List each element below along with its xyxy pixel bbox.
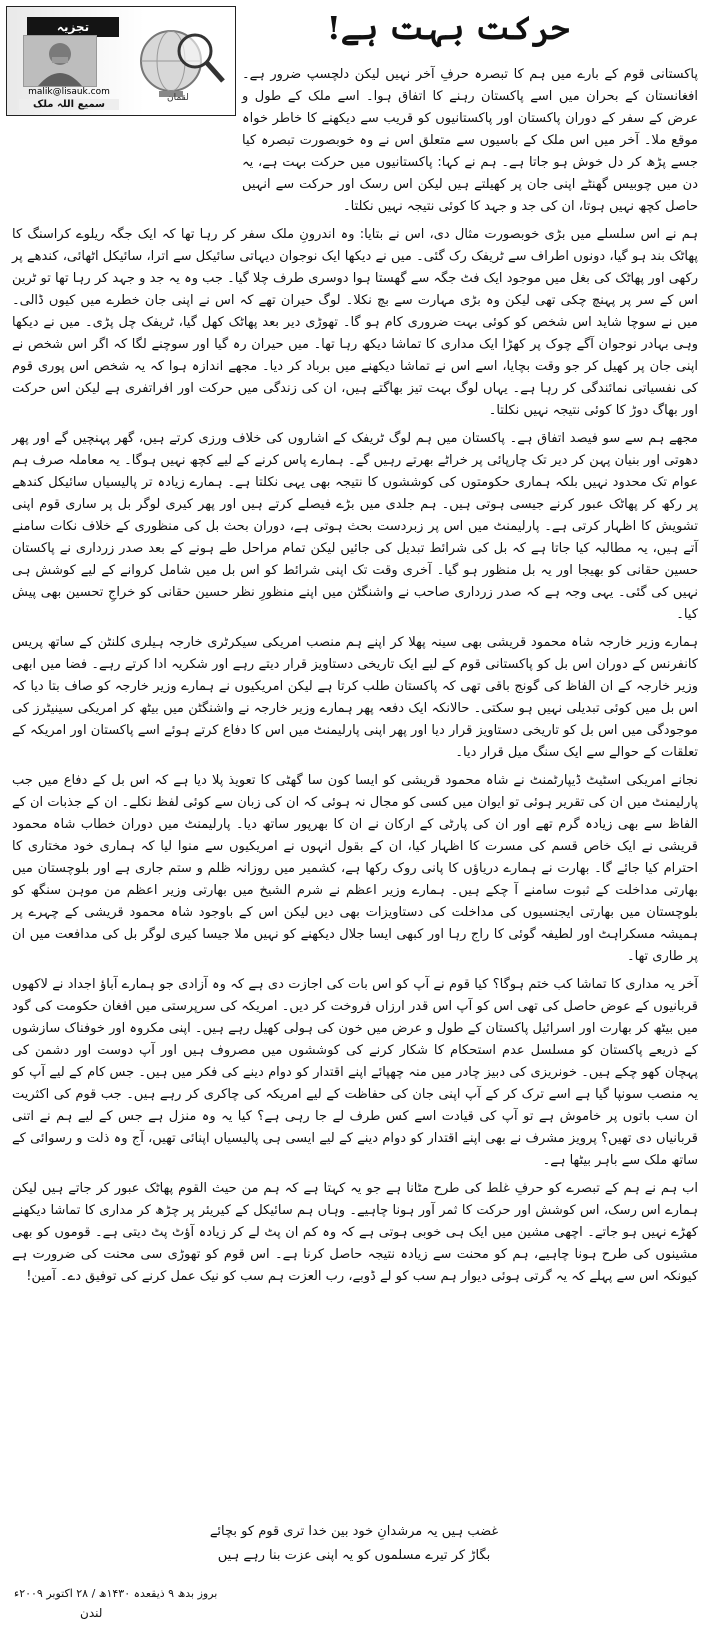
verse-line: غضب ہیں یہ مرشدانِ خود بین خدا تری قوم کو بچائے [209, 1524, 499, 1539]
article-paragraph: نجانے امریکی اسٹیٹ ڈیپارٹمنٹ نے شاہ محمود قریشی کو ایسا کون سا گھٹی کا تعویذ پلا دیا ہے کہ اس بل کے دفاع میں جب پارلیمنٹ میں ان کی تقریر ہوئی تو ایوان میں کسی کو مجال نہ ہوئی کہ ان کی زبان سے کوئی لفظ نکلے۔ ان کے جذبات ان کے الفاظ سے بھی زیادہ گرم تھے اور ان کی پارٹی کے ارکان نے ان کا بھرپور ساتھ دیا۔ پارلیمنٹ میں دوران خطاب شاہ محمود قریشی نے ایک خاص قسم کی مسرت کا اظہار کیا، ان کے بقول انہوں نے امریکیوں سے منوا لیا کہ ہماری خود مختاری کا احترام کیا جائے گا۔ بھارت نے ہمارے دریاؤں کا پانی روک رکھا ہے، کشمیر میں روزانہ ظلم و ستم جاری ہے اور بلوچستان میں بھارتی مداخلت کے ثبوت سامنے آ چکے ہیں۔ ہمارے وزیر اعظم نے شرم الشیخ میں بھارتی وزیر اعظم من موہن سنگھ کو بلوچستان میں بھارتی ایجنسیوں کی مداخلت کی دستاویزات بھی دیں لیکن اس کے باوجود شاہ محمود قریشی کے چہرے پر ہمیشہ مسکراہٹ اور لطیفہ گوئی کا راج رہا اور کبھی ایسا جلال دیکھنے کو نہیں ملا جیسا کیری لوگر بل کی مدافعت میں ان پر طاری تھا۔ [12, 773, 698, 964]
article-body [12, 64, 698, 1294]
article-paragraph: پاکستانی قوم کے بارے میں ہم کا تبصرہ حرفِ آخر نہیں لیکن دلچسپ ضرور ہے۔ افغانستان کے بحران میں اسے پاکستان رہنے کا اتفاق ہوا۔ اسے ملک کے طول و عرض کے سفر کے دوران پاکستان اور پاکستانیوں کو قریب سے دیکھنے کا خاطر خواہ موقع ملا۔ آخر میں اس ملک کے باسیوں سے متعلق اس نے وہ خوبصورت تبصرہ کیا جسے پڑھ کر دل خوش ہو جاتا ہے۔ ہم نے کہا: پاکستانیوں میں حرکت بہت ہے، یہ دن میں چوبیس گھنٹے اپنی جان پر کھیلتے ہیں لیکن اس رسک اور حرکت سے انہیں حاصل کچھ نہیں ہوتا، ان کی جد و جہد کا کوئی نتیجہ نہیں نکلتا۔ [242, 67, 698, 214]
author-name: سمیع اللہ ملک [19, 99, 119, 110]
article-paragraph: ہمارے وزیر خارجہ شاہ محمود قریشی بھی سینہ پھلا کر اپنے ہم منصب امریکی سیکرٹری خارجہ ہیلری کلنٹن کے ساتھ پریس کانفرنس کے دوران اس بل کو پاکستانی قوم کے لیے ایک تاریخی دستاویز قرار دیتے رہے اور شکریہ ادا کرتے رہے۔ فضا میں ابھی وزیر خارجہ کے ان الفاظ کی گونج باقی تھی کہ پاکستان طلب کرتا ہے لیکن امریکیوں نے ہمارے وزیر خارجہ کو صاف بتا دیا کہ اس بل میں کوئی تبدیلی نہیں ہو سکتی۔ حالانکہ ایک دفعہ پھر ہمارے وزیر خارجہ نے واشنگٹن میں بیٹھ کر امریکی سینیٹرز کی موجودگی میں اس بل کو تاریخی دستاویز قرار دیا اور پھر اپنی پارلیمنٹ میں اس کا دفاع کرتے ہوئے اسے پاکستان اور امریکہ کے تعلقات کے حوالے سے ایک سنگ میل قرار دیا۔ [12, 635, 698, 760]
article-paragraph: آخر یہ مداری کا تماشا کب ختم ہوگا؟ کیا قوم نے آپ کو اس بات کی اجازت دی ہے کہ وہ آزادی جو ہمارے آباؤ اجداد نے لاکھوں قربانیوں کے عوض حاصل کی تھی اس کو آپ اس قدر ارزاں فروخت کر دیں۔ امریکہ کی سرپرستی میں افغان حکومت کی گود میں بیٹھ کر بھارت اور اسرائیل پاکستان کے طول و عرض میں خون کی ہولی کھیل رہے ہیں۔ اپنی مکروہ اور خوفناک سازشوں کے ذریعے پاکستان کو مسلسل عدم استحکام کا شکار کرنے کی کوششوں میں مصروف ہیں اور آپ دوست اور دشمن کی پہچان کھو چکے ہیں۔ خونریزی کی دبیز چادر میں منہ چھپائے اپنے اقتدار کو دوام دینے کی فکر میں ہیں۔ جس کام کے لیے آپ کو یہ منصب سونپا گیا ہے اسے ترک کر کے آپ اپنی جان کی حفاظت کے لیے امریکہ کی چاکری کر رہے ہیں۔ جب قوم کی اکثریت ان سب باتوں پر خاموش ہے تو آپ کی قیادت اسے کس طرف لے جا رہی ہے؟ کیا یہ وہ منزل ہے جس کے لیے ہم نے اتنی قربانیاں دی تھیں؟ پرویز مشرف نے بھی اپنے اقتدار کو دوام دینے کے لیے ایسی ہی پالیسیاں اپنائی تھیں، آج وہ ذلت و رسوائی کے ساتھ ملک سے باہر بیٹھا ہے۔ [12, 977, 698, 1168]
author-email: malik@lisauk.com [28, 87, 110, 97]
dateline-city: لندن [80, 1606, 103, 1620]
brand-signature: لقمان [167, 93, 189, 103]
article-paragraph: اب ہم نے ہم کے تبصرے کو حرفِ غلط کی طرح مٹانا ہے جو یہ کہتا ہے کہ ہم من حیث القوم پھاٹک عبور کر جاتے ہیں لیکن ہمارے اس رسک، اس کوشش اور حرکت کا ثمر آور ہونا چاہیے۔ وہاں ہم سائیکل کے کیریئر پر چڑھ کر مداری کا تماشا دیکھنے کھڑے نہیں ہو جاتے۔ اچھی مشین میں ایک ہی خوبی ہوتی ہے کہ وہ کم ان پٹ لے کر زیادہ آؤٹ پٹ دیتی ہے۔ قوموں کو بھی مشینوں کی طرح ہونا چاہیے، ہم کو محنت سے زیادہ نتیجہ حاصل کرنا ہے۔ اس قوم کو تھوڑی سی محنت کی ضرورت ہے کیونکہ اس سے پہلے کہ یہ گرتی ہوئی دیوار ہم سب کو لے ڈوبے، رب العزت ہم سب کو نیک عمل کرنے کی توفیق دے۔ آمین! [12, 1181, 698, 1284]
dateline: بروز بدھ ۹ ذیقعدہ ۱۴۳۰ھ / ۲۸ اکتوبر ۲۰۰۹ء [14, 1587, 218, 1600]
article-paragraph: مجھے ہم سے سو فیصد اتفاق ہے۔ پاکستان میں ہم لوگ ٹریفک کے اشاروں کی خلاف ورزی کرتے ہیں، گھر پہنچیں گے اور پھر دھوتی اور بنیان پہن کر دیر تک چارپائی پر خراٹے بھرتے رہیں گے۔ ہمارے پاس کرنے کے لیے کچھ نہیں ہوگا۔ یہ معاملہ صرف ہم عوام تک محدود نہیں بلکہ ہماری حکومتوں کی کوششوں کا نتیجہ بھی یہی نکلتا ہے۔ ہمارے زیادہ تر پالیسیاں سائیکل کندھے پر رکھ کر پھاٹک عبور کرنے جیسی ہوتی ہیں۔ ہم جلدی میں بڑے فیصلے کرتے ہیں اور پھر کیری لوگر بل پر ساری قوم اپنی تشویش کا اظہار کرتی ہے۔ پارلیمنٹ میں اس پر زبردست بحث ہوتی ہے، دوران بحث بل کی منظوری کے خلاف نکات سامنے آتے ہیں، یہ مطالبہ کیا جاتا ہے کہ بل کی شرائط تبدیل کی جائیں لیکن تمام مراحل طے ہونے کے بعد صدر زرداری نے پاکستان حسین حقانی کو بھیجا اور یہ بل منظور ہو گیا۔ آخری وقت تک اپنی شرائط کو اس بل میں شامل کروانے کے لیے کوشش ہی نہیں کی گئی۔ یہی وجہ ہے کہ صدر زرداری صاحب نے واشنگٹن میں اپنے منظورِ نظر حسین حقانی کو خراجِ تحسین بھی پیش کیا۔ [12, 431, 698, 622]
verse-line: بگاڑ کر تیرے مسلموں کو یہ اپنی عزت بنا رہے ہیں [217, 1548, 491, 1563]
closing-verse [0, 1520, 708, 1568]
column-banner: تجزیہ [27, 17, 119, 37]
article-paragraph: ہم نے اس سلسلے میں بڑی خوبصورت مثال دی، اس نے بتایا: وہ اندرونِ ملک سفر کر رہا تھا کہ ایک جگہ ریلوے کراسنگ کا پھاٹک بند ہو گیا، دونوں اطراف سے ٹریفک رک گئی۔ میں نے دیکھا ایک نوجوان دیہاتی سائیکل سے اترا، سائیکل اٹھائی، کندھے پر رکھی اور پھاٹک کی بغل میں موجود ایک فٹ جگہ سے گھستا ہوا دوسری طرف چلا گیا۔ جب وہ یہ جد و جہد کر رہا تھا تو ٹرین اس کے سر پر پہنچ چکی تھی لیکن وہ بڑی مہارت سے بچ نکلا۔ لوگ حیران تھے کہ اس نے اپنی جان خطرے میں کیوں ڈالی۔ میں نے سوچا شاید اس شخص کو کوئی بہت ضروری کام ہو گا۔ تھوڑی دیر بعد پھاٹک کھل گیا، ٹریفک چل پڑی۔ میں نے دیکھا وہی بہادر نوجوان آگے چوک پر کھڑا ایک مداری کا تماشا دیکھ رہا تھا۔ میں حیران رہ گیا اور سوچنے لگا کہ اگر اس شخص نے اپنی جان پر کھیل کر جو وقت بچایا، اسے اس نے تماشا دیکھنے میں برباد کر دیا۔ مجھے اندازہ ہوا کہ یہ شخص اس پوری قوم کی نفسیاتی نمائندگی کر رہا ہے۔ یہاں لوگ بہت تیز بھاگتے ہیں، ان کی زندگی میں حرکت اور افراتفری ہے لیکن اس حرکت اور بھاگ دوڑ کا کوئی نتیجہ نہیں نکلتا۔ [12, 227, 698, 418]
page-title: حرکت بہت ہے! [326, 9, 570, 47]
